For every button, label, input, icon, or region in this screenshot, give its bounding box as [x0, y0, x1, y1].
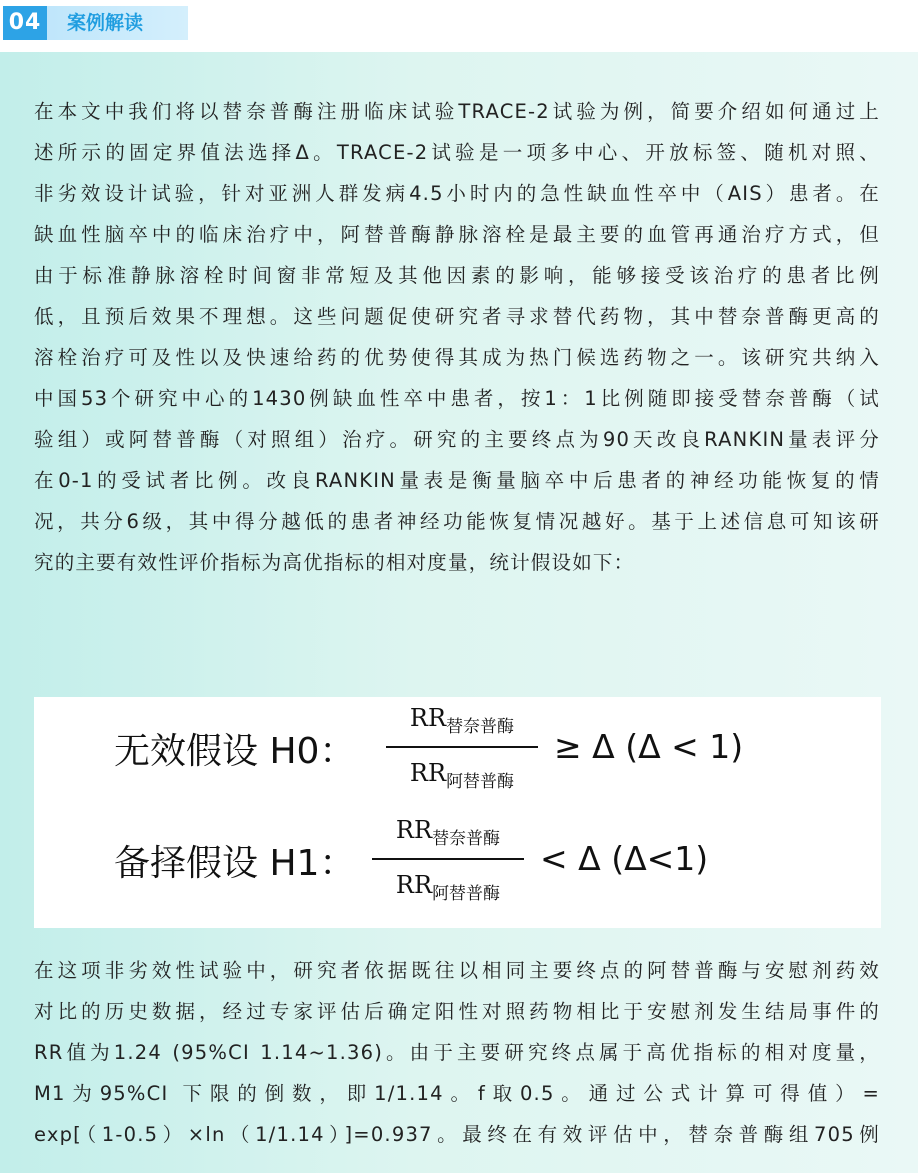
section-title: 案例解读 — [47, 6, 188, 40]
intro-paragraph — [34, 91, 880, 583]
fraction-denominator — [368, 868, 528, 911]
text-line: M1为95%CI 下限的倒数，即1/1.14。f取0.5。通过公式计算可得值）= — [34, 1082, 880, 1105]
rr-symbol: RR — [395, 871, 433, 899]
text-line: 述所示的固定界值法选择Δ。TRACE-2试验是一项多中心、开放标签、随机对照、 — [34, 141, 880, 164]
rr-subscript: 阿替普酶 — [446, 772, 515, 792]
alternative-hypothesis-label: 备择假设 H1： — [114, 843, 356, 884]
text-line: 究的主要有效性评价指标为高优指标的相对度量，统计假设如下： — [34, 551, 635, 574]
text-line: 非劣效设计试验，针对亚洲人群发病4.5小时内的急性缺血性卒中（AIS）患者。在 — [34, 182, 880, 205]
rr-subscript: 替奈普酶 — [446, 717, 515, 737]
text-line: exp[（1-0.5）×ln（1/1.14）]=0.937。最终在有效评估中，替奈普酶组705例 — [34, 1123, 880, 1146]
rr-subscript: 替奈普酶 — [432, 829, 501, 849]
null-hypothesis-label: 无效假设 H0： — [114, 731, 356, 772]
text-line: RR值为1.24 (95%CI 1.14~1.36)。由于主要研究终点属于高优指标的相对度量， — [34, 1041, 880, 1064]
fraction-bar — [372, 858, 524, 860]
fraction-denominator — [382, 756, 542, 799]
text-line: 缺血性脑卒中的临床治疗中，阿替普酶静脉溶栓是最主要的血管再通治疗方式，但 — [34, 223, 880, 246]
fraction-numerator — [368, 813, 528, 856]
text-line: 由于标准静脉溶栓时间窗非常短及其他因素的影响，能够接受该治疗的患者比例 — [34, 264, 880, 287]
text-line: 况，共分6级，其中得分越低的患者神经功能恢复情况越好。基于上述信息可知该研 — [34, 510, 880, 533]
text-line: 对比的历史数据，经过专家评估后确定阳性对照药物相比于安慰剂发生结局事件的 — [34, 1000, 880, 1023]
text-line: 在这项非劣效性试验中，研究者依据既往以相同主要终点的阿替普酶与安慰剂药效 — [34, 959, 880, 982]
fraction-bar — [386, 746, 538, 748]
null-hypothesis — [34, 697, 881, 807]
text-line: 在0-1的受试者比例。改良RANKIN量表是衡量脑卒中后患者的神经功能恢复的情 — [34, 469, 880, 492]
rr-fraction — [368, 813, 528, 911]
text-line: 在本文中我们将以替奈普酶注册临床试验TRACE-2试验为例，简要介绍如何通过上 — [34, 100, 880, 123]
rr-fraction — [382, 701, 542, 799]
rr-subscript: 阿替普酶 — [432, 884, 501, 904]
alternative-hypothesis — [34, 809, 881, 919]
rr-symbol: RR — [409, 704, 447, 732]
null-hypothesis-relation: ≥ Δ (Δ < 1) — [554, 727, 744, 766]
fraction-numerator — [382, 701, 542, 744]
text-line: 中国53个研究中心的1430例缺血性卒中患者，按1：1比例随即接受替奈普酶（试 — [34, 387, 880, 410]
section-header — [0, 0, 918, 52]
hypothesis-formula-box — [34, 697, 881, 928]
rr-symbol: RR — [409, 759, 447, 787]
text-line: 低，且预后效果不理想。这些问题促使研究者寻求替代药物，其中替奈普酶更高的 — [34, 305, 880, 328]
text-line: 验组）或阿替普酶（对照组）治疗。研究的主要终点为90天改良RANKIN量表评分 — [34, 428, 880, 451]
section-number: 04 — [3, 6, 47, 40]
alternative-hypothesis-relation: < Δ (Δ<1) — [540, 839, 709, 878]
second-paragraph — [34, 950, 880, 1155]
text-line: 溶栓治疗可及性以及快速给药的优势使得其成为热门候选药物之一。该研究共纳入 — [34, 346, 880, 369]
rr-symbol: RR — [395, 816, 433, 844]
